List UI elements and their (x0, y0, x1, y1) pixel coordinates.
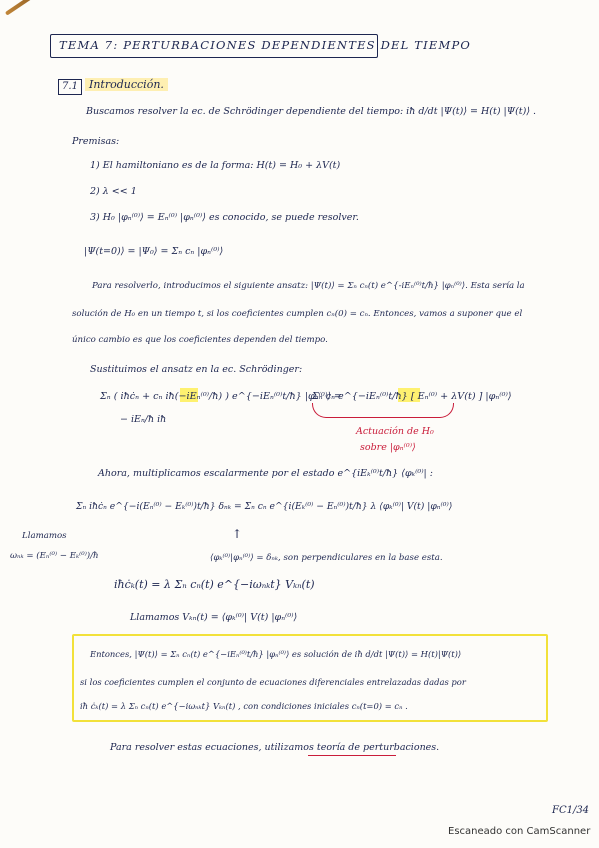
section-number: 7.1 (58, 79, 82, 95)
premises-label: Premisas: (72, 136, 120, 147)
llamamos-label: Llamamos (22, 531, 67, 541)
equation-3: iħċₖ(t) = λ Σₙ cₙ(t) e^{−iωₙₖt} Vₖₙ(t) (114, 578, 315, 591)
chapter-title-box (50, 34, 472, 58)
ansatz-line-2: solución de H₀ en un tiempo t, si los coeficientes cumplen cₙ(0) = cₙ. Entonces, vamos a suponer que el (72, 309, 523, 319)
premise-3: 3) H₀ |φₙ⁽⁰⁾⟩ = Eₙ⁽⁰⁾ |φₙ⁽⁰⁾⟩ es conocido, se puede resolver. (90, 212, 359, 223)
red-brace (312, 403, 454, 418)
substitution-line: Sustituimos el ansatz en la ec. Schrödinger: (90, 364, 303, 375)
page-number: FC1/34 (552, 805, 590, 816)
premise-1: 1) El hamiltoniano es de la forma: H(t) = H₀ + λV(t) (90, 160, 341, 171)
equation-1-under: − iEₙ/ħ iħ (120, 414, 167, 425)
equation-1-right: Σₙ cₙ e^{−iEₙ⁽⁰⁾t/ħ} [ Eₙ⁽⁰⁾ + λV(t) ] |φₙ⁽⁰⁾⟩ (312, 391, 512, 402)
premise-2: 2) λ << 1 (90, 186, 137, 197)
summary-line-3: iħ ċₖ(t) = λ Σₙ cₙ(t) e^{−iωₙₖt} Vₖₙ(t) , con condiciones iniciales cₙ(t=0) = cₙ . (80, 701, 408, 711)
red-annotation-2: sobre |φₙ⁽⁰⁾⟩ (360, 442, 416, 453)
multiply-line: Ahora, multiplicamos escalarmente por el estado e^{iEₖ⁽⁰⁾t/ħ} ⟨φₖ⁽⁰⁾| : (98, 468, 433, 479)
ansatz-line-3: único cambio es que los coeficientes dependen del tiempo. (72, 335, 328, 345)
delta-note: ⟨φₖ⁽⁰⁾|φₙ⁽⁰⁾⟩ = δₙₖ, son perpendiculares en la base esta. (210, 553, 443, 563)
chapter-title: TEMA 7: PERTURBACIONES DEPENDIENTES DEL TIEMPO (59, 38, 472, 52)
summary-line-2: si los coeficientes cumplen el conjunto de ecuaciones diferenciales entrelazadas dadas por (80, 677, 466, 687)
section-title: Introducción. (85, 78, 168, 91)
omega-definition: ωₙₖ = (Eₙ⁽⁰⁾ − Eₖ⁽⁰⁾)/ħ (10, 551, 99, 561)
equation-1-left: Σₙ ( iħċₙ + cₙ iħ(−iEₙ⁽⁰⁾/ħ) ) e^{−iEₙ⁽⁰⁾t/ħ} |φₙ⁽⁰⁾⟩ = (100, 391, 343, 402)
pencil-decoration (5, 0, 42, 16)
equation-2: Σₙ iħċₙ e^{−i(Eₙ⁽⁰⁾ − Eₖ⁽⁰⁾)t/ħ} δₙₖ = Σₙ cₙ e^{i(Eₖ⁽⁰⁾ − Eₙ⁽⁰⁾)t/ħ} λ ⟨φₖ⁽⁰⁾| V(t) |φₙ⁽⁰⁾⟩ (76, 501, 453, 512)
final-line: Para resolver estas ecuaciones, utilizamos teoría de perturbaciones. (110, 742, 440, 753)
red-annotation-1: Actuación de H₀ (356, 426, 434, 437)
vkn-definition: Llamamos Vₖₙ(t) = ⟨φₖ⁽⁰⁾| V(t) |φₙ⁽⁰⁾⟩ (130, 612, 298, 623)
ansatz-line-1: Para resolverlo, introducimos el siguiente ansatz: |Ψ(t)⟩ = Σₙ cₙ(t) e^{-iEₙ⁽⁰⁾t/ħ} |φₙ⁽⁰⁾⟩. Esta sería la (92, 281, 525, 291)
intro-line: Buscamos resolver la ec. de Schrödinger dependiente del tiempo: iħ d/dt |Ψ(t)⟩ = H(t) |Ψ(t)⟩ . (86, 106, 537, 117)
summary-line-1: Entonces, |Ψ(t)⟩ = Σₙ cₙ(t) e^{−iEₙ⁽⁰⁾t/ħ} |φₙ⁽⁰⁾⟩ es solución de iħ d/dt |Ψ(t)⟩ = H(t)|Ψ(t)⟩ (90, 649, 462, 659)
up-arrow-icon: ↑ (232, 527, 243, 541)
scanner-footer: Escaneado con CamScanner (448, 826, 591, 837)
initial-state: |Ψ(t=0)⟩ = |Ψ₀⟩ = Σₙ cₙ |φₙ⁽⁰⁾⟩ (84, 246, 224, 257)
red-underline (308, 755, 396, 756)
